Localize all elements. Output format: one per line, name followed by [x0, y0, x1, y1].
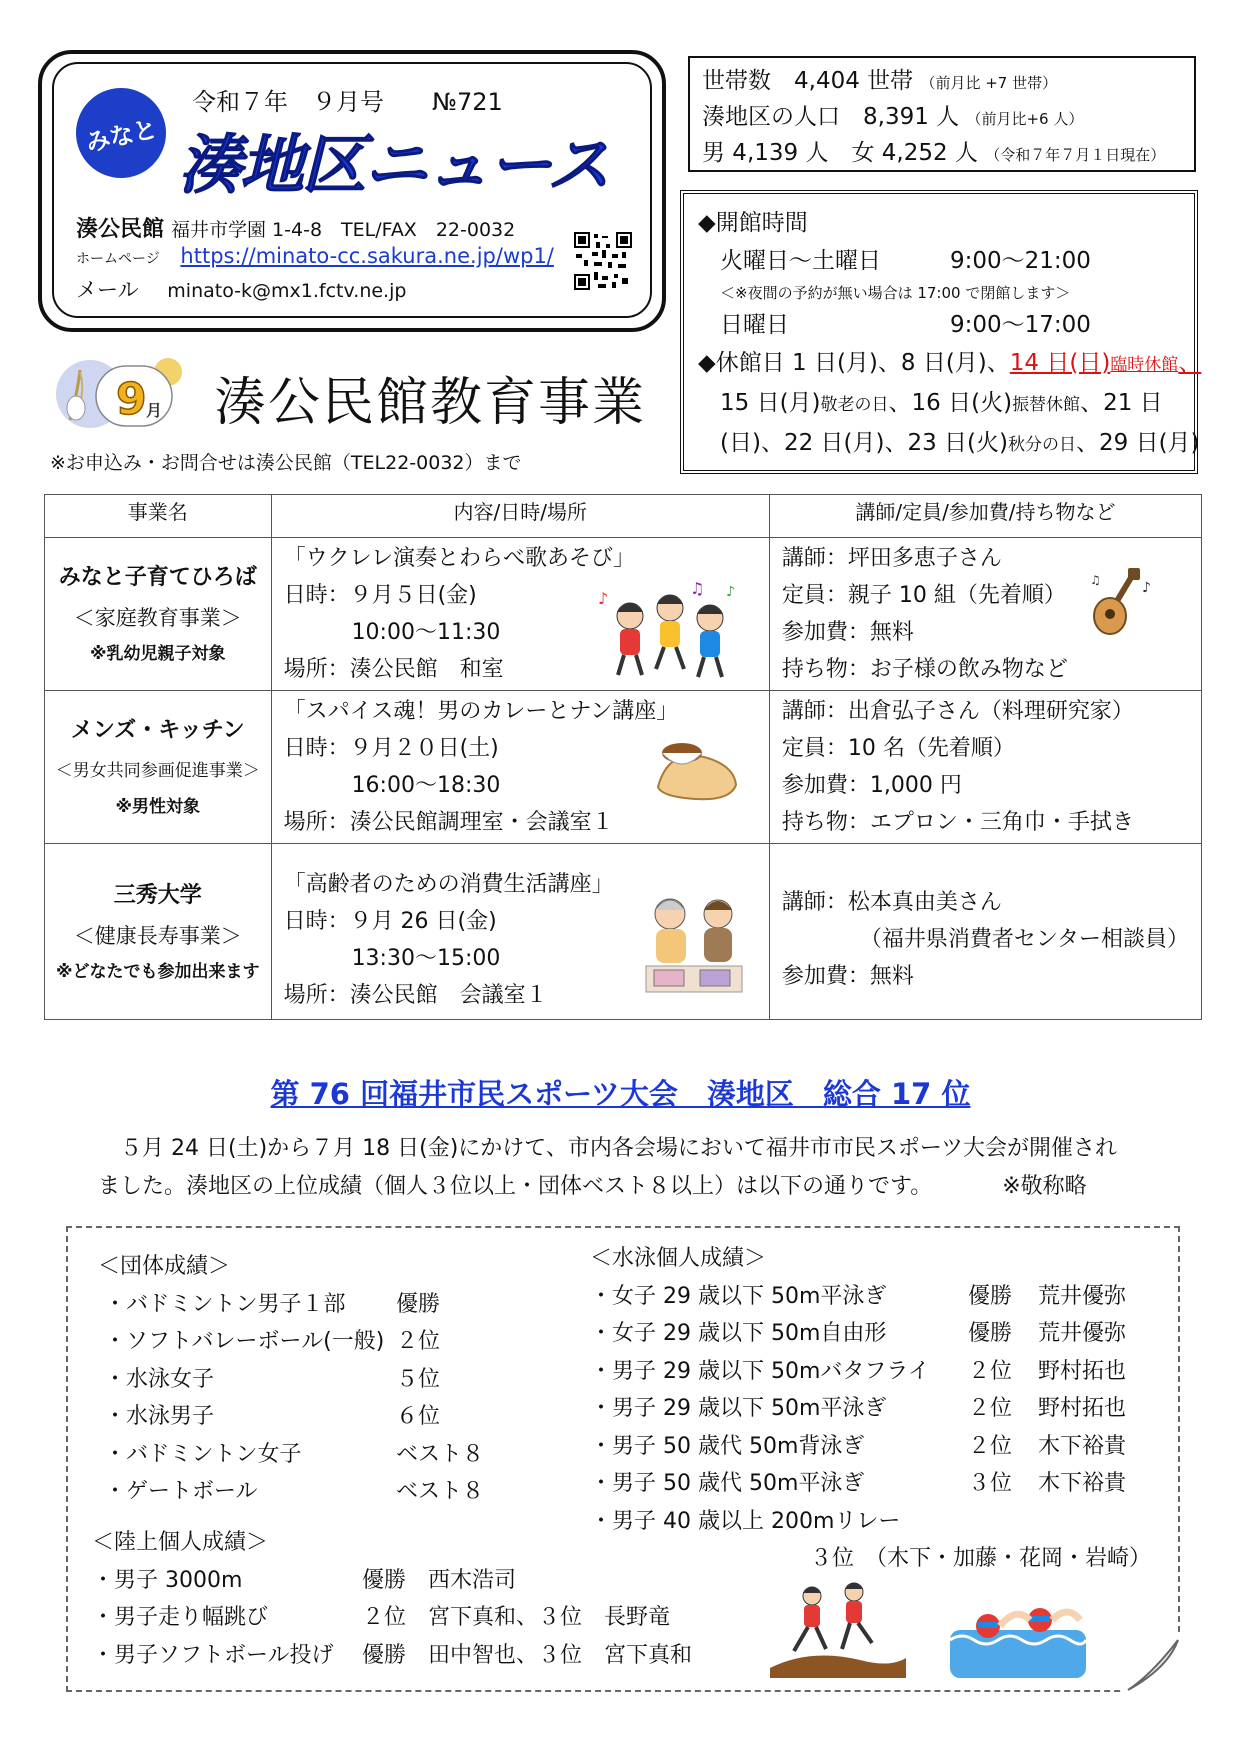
event-instructor: 講師：松本真由美さん — [781, 890, 1002, 915]
header-content: 内容/日時/場所 — [271, 495, 769, 538]
list-item — [92, 1637, 692, 1675]
swim-rank: 優勝 — [968, 1283, 1013, 1309]
issue-number: 令和７年 ９月号 №721 — [192, 88, 503, 116]
team-result: ６位 — [396, 1404, 441, 1429]
event-name: 三秀大学 — [113, 882, 202, 908]
table-row — [45, 691, 1202, 844]
swim-name: 木下裕貴 — [1038, 1433, 1127, 1459]
swim-name: 木下裕貴 — [1038, 1471, 1127, 1496]
event-category: ＜家庭教育事業＞ — [73, 606, 242, 630]
ukulele-icon — [1088, 566, 1158, 640]
swim-rank: ２位 — [968, 1433, 1013, 1459]
qr-code-icon — [574, 232, 632, 290]
swim-name: 野村拓也 — [1038, 1396, 1127, 1421]
table-row — [45, 538, 1202, 691]
event-target: ※乳幼児親子対象 — [90, 644, 226, 664]
event-category: ＜男女共同参画促進事業＞ — [55, 761, 260, 781]
section-title: 湊公民館教育事業 — [214, 373, 647, 433]
newsletter-title: 湊地区ニュース — [178, 129, 609, 203]
track-event: ・男子 3000m — [92, 1567, 243, 1593]
curry-naan-illustration — [652, 735, 742, 805]
hours-sunday: 日曜日 9:00～17:00 — [720, 312, 1091, 338]
event-name-cell — [45, 538, 272, 691]
hall-name: 湊公民館 — [76, 217, 165, 242]
swim-rank: ２位 — [968, 1358, 1013, 1384]
team-event: ・水泳女子 — [104, 1366, 215, 1392]
event-target: ※男性対象 — [115, 797, 201, 817]
event-fee: 参加費：無料 — [781, 620, 914, 645]
closed-day-16-note: 振替休館 — [1012, 395, 1081, 415]
event-category: ＜健康長寿事業＞ — [73, 923, 242, 948]
event-name: メンズ・キッチン — [70, 718, 245, 743]
event-content-cell — [271, 844, 769, 1020]
minato-logo: みなと — [68, 80, 175, 187]
closed-days-prefix: ◆休館日 1 日(月)、8 日(月)、 — [698, 350, 1010, 376]
event-info-cell — [769, 691, 1201, 844]
swim-name: 野村拓也 — [1038, 1358, 1127, 1384]
swim-rank: ２位 — [968, 1396, 1013, 1421]
closed-days-line2 — [698, 384, 1180, 424]
mail-address: minato-k@mx1.fctv.ne.jp — [167, 280, 407, 302]
table-header-row — [45, 495, 1202, 538]
hours-night-note: ＜※夜間の予約が無い場合は 17:00 で閉館します＞ — [720, 284, 1071, 302]
swim-name: 荒井優弥 — [1038, 1321, 1127, 1346]
svg-text:♪: ♪ — [597, 589, 608, 608]
event-time: 16:00～18:30 — [351, 773, 501, 798]
track-result: ２位 宮下真和、３位 長野竜 — [362, 1605, 671, 1630]
list-item — [590, 1503, 1151, 1541]
svg-text:♪: ♪ — [725, 584, 735, 600]
track-event: ・男子走り幅跳び — [92, 1605, 269, 1630]
list-item — [590, 1390, 1151, 1428]
list-item — [98, 1361, 484, 1399]
mail-line — [76, 274, 406, 304]
population-note: （前月比+6 人） — [966, 110, 1084, 128]
event-title: 「ウクレレ演奏とわらべ歌あそび」 — [283, 546, 636, 571]
list-item — [590, 1465, 1151, 1503]
team-result: ２位 — [396, 1329, 441, 1354]
team-result: ベスト８ — [396, 1479, 485, 1504]
household-stats-box — [688, 56, 1196, 172]
header-event-name: 事業名 — [45, 495, 272, 538]
event-title: 「高齢者のための消費生活講座」 — [283, 872, 614, 897]
header-details: 講師/定員/参加費/持ち物など — [769, 495, 1201, 538]
list-item — [92, 1599, 692, 1637]
closed-day-special: 14 日(日) — [1009, 350, 1111, 376]
track-result: 優勝 西木浩司 — [362, 1567, 517, 1593]
closed-day-15-note: 敬老の日 — [820, 395, 889, 415]
event-place: 場所：湊公民館 会議室１ — [283, 983, 548, 1008]
address-text: 福井市学園 1-4-8 TEL/FAX 22-0032 — [171, 219, 516, 241]
swim-event: ・男子 50 歳代 50m背泳ぎ — [590, 1433, 865, 1459]
page-curl-icon — [1122, 1634, 1180, 1692]
team-event: ・水泳男子 — [104, 1404, 215, 1429]
homepage-link[interactable]: https://minato-cc.sakura.ne.jp/wp1/ — [180, 244, 554, 268]
list-item — [98, 1323, 484, 1361]
event-name-cell — [45, 844, 272, 1020]
svg-text:♫: ♫ — [689, 582, 704, 598]
hours-heading: ◆開館時間 — [698, 210, 808, 236]
event-content-cell — [271, 691, 769, 844]
swim-event: ・女子 29 歳以下 50m自由形 — [590, 1321, 887, 1346]
inquiry-note: ※お申込み・お問合せは湊公民館（TEL22-0032）まで — [50, 452, 522, 474]
event-instructor: 講師：出倉弘子さん（料理研究家） — [781, 699, 1134, 724]
month-suffix: 月 — [146, 401, 163, 420]
mail-label: メール — [76, 278, 139, 302]
event-fee: 参加費：無料 — [781, 964, 914, 989]
list-item — [590, 1540, 1151, 1578]
sports-intro-line2-text: ました。湊地区の上位成績（個人３位以上・団体ベスト８以上）は以下の通りです。 — [98, 1174, 933, 1199]
closed-day-16: 、16 日(火) — [888, 390, 1013, 416]
list-item — [98, 1436, 484, 1474]
event-belongings: 持ち物：お子様の飲み物など — [781, 657, 1068, 682]
event-instructor: 講師：坪田多恵子さん — [781, 546, 1002, 571]
event-instructor-affiliation: （福井県消費者センター相談員） — [859, 927, 1189, 952]
closed-days-line3 — [698, 424, 1200, 464]
swim-event: ・男子 50 歳代 50m平泳ぎ — [590, 1471, 865, 1496]
team-results — [98, 1248, 484, 1511]
closed-day-23-note: 秋分の日 — [1008, 435, 1076, 455]
runners-illustration — [768, 1582, 908, 1678]
list-item — [590, 1353, 1151, 1391]
event-date: 日時：９月２０日(土) — [283, 736, 499, 761]
swim-name: 荒井優弥 — [1038, 1283, 1127, 1309]
team-result: ベスト８ — [396, 1441, 485, 1467]
sports-intro-line2 — [98, 1168, 1158, 1206]
swim-event: ・女子 29 歳以下 50m平泳ぎ — [590, 1283, 887, 1309]
list-item — [590, 1428, 1151, 1466]
list-item — [590, 1278, 1151, 1316]
relay-result: ３位 （木下・加藤・花岡・岩崎） — [810, 1546, 1152, 1571]
household-count-line — [702, 64, 1182, 100]
event-place: 場所：湊公民館 和室 — [283, 657, 504, 682]
sports-intro — [98, 1130, 1158, 1206]
household-count-note: （前月比 +7 世帯） — [920, 74, 1058, 92]
event-time: 13:30～15:00 — [351, 946, 501, 971]
event-name: みなと子育てひろば — [58, 565, 257, 590]
consumer-talk-illustration — [640, 884, 748, 996]
team-event: ・ゲートボール — [104, 1479, 258, 1504]
event-target: ※どなたでも参加出来ます — [56, 961, 260, 982]
swim-heading: ＜水泳個人成績＞ — [590, 1246, 767, 1271]
masthead-inner-border — [52, 62, 652, 318]
homepage-label: ホームページ — [76, 251, 160, 267]
month-badge-icon — [50, 350, 200, 434]
event-time: 10:00～11:30 — [351, 620, 501, 645]
team-event: ・バドミントン男子１部 — [104, 1291, 346, 1317]
homepage-line — [76, 244, 554, 268]
gender-count: 男 4,139 人 女 4,252 人 — [702, 140, 978, 166]
swim-rank: ３位 — [968, 1471, 1013, 1496]
sports-title: 第 76 回福井市民スポーツ大会 湊地区 総合 17 位 — [270, 1077, 971, 1111]
events-table — [44, 494, 1202, 1020]
swim-event: ・男子 29 歳以下 50mバタフライ — [590, 1358, 930, 1384]
team-heading: ＜団体成績＞ — [98, 1254, 231, 1279]
list-item — [98, 1473, 484, 1511]
stats-date-note: （令和７年７月１日現在） — [985, 146, 1166, 164]
population-line — [702, 100, 1182, 136]
honorific-note: ※敬称略 — [1002, 1174, 1087, 1199]
event-title: 「スパイス魂！男のカレーとナン講座」 — [283, 699, 679, 724]
track-result: 優勝 田中智也、３位 宮下真和 — [362, 1642, 693, 1668]
masthead — [38, 50, 666, 332]
closed-day-special-note: 臨時休館 — [1110, 355, 1179, 375]
closed-day-29: 、29 日(月) — [1076, 430, 1200, 456]
month-number: 9 — [116, 374, 147, 425]
svg-text:♪: ♪ — [1141, 580, 1151, 596]
team-result: ５位 — [396, 1366, 441, 1392]
hours-weekday: 火曜日～土曜日 9:00～21:00 — [720, 248, 1091, 274]
event-place: 場所：湊公民館調理室・会議室１ — [283, 810, 614, 835]
closed-days-line1: ◆休館日 1 日(月)、8 日(月)、14 日(日)臨時休館、 — [698, 350, 1202, 376]
household-count: 世帯数 4,404 世帯 — [702, 68, 914, 94]
opening-hours-box — [680, 190, 1202, 474]
relay-event: ・男子 40 歳以上 200mリレー — [590, 1508, 901, 1534]
population-count: 湊地区の人口 8,391 人 — [702, 104, 960, 130]
swim-rank: 優勝 — [968, 1321, 1013, 1346]
team-result: 優勝 — [396, 1291, 441, 1317]
event-fee: 参加費：1,000 円 — [781, 773, 962, 798]
swim-results — [590, 1240, 1151, 1578]
event-capacity: 定員：親子 10 組（先着順） — [781, 583, 1066, 608]
sports-intro-line1: ５月 24 日(土)から７月 18 日(金)にかけて、市内各会場において福井市市民スポーツ大会が開催され — [120, 1136, 1117, 1161]
event-content-cell — [271, 538, 769, 691]
table-row — [45, 844, 1202, 1020]
swimmers-illustration — [948, 1596, 1088, 1680]
track-event: ・男子ソフトボール投げ — [92, 1642, 334, 1668]
event-name-cell — [45, 691, 272, 844]
closed-day-22-23: (日)、22 日(月)、23 日(火) — [720, 430, 1008, 456]
event-info-cell — [769, 844, 1201, 1020]
event-date: 日時：９月 26 日(金) — [283, 909, 497, 934]
gender-line — [702, 136, 1182, 172]
team-event: ・バドミントン女子 — [104, 1441, 302, 1467]
track-heading: ＜陸上個人成績＞ — [92, 1530, 269, 1555]
svg-text:♫: ♫ — [1089, 573, 1101, 587]
event-date: 日時：９月５日(金) — [283, 583, 477, 608]
event-belongings: 持ち物：エプロン・三角巾・手拭き — [781, 810, 1134, 835]
closed-day-15: 15 日(月) — [720, 390, 821, 416]
team-event: ・ソフトバレーボール(一般) — [104, 1329, 385, 1354]
children-dancing-illustration — [590, 582, 740, 688]
event-info-cell — [769, 538, 1201, 691]
list-item — [98, 1398, 484, 1436]
swim-event: ・男子 29 歳以下 50m平泳ぎ — [590, 1396, 887, 1421]
list-item — [590, 1315, 1151, 1353]
list-item — [98, 1286, 484, 1324]
event-capacity: 定員：10 名（先着順） — [781, 736, 1015, 761]
closed-day-21: 、21 日 — [1080, 390, 1163, 416]
hall-address — [76, 212, 515, 243]
